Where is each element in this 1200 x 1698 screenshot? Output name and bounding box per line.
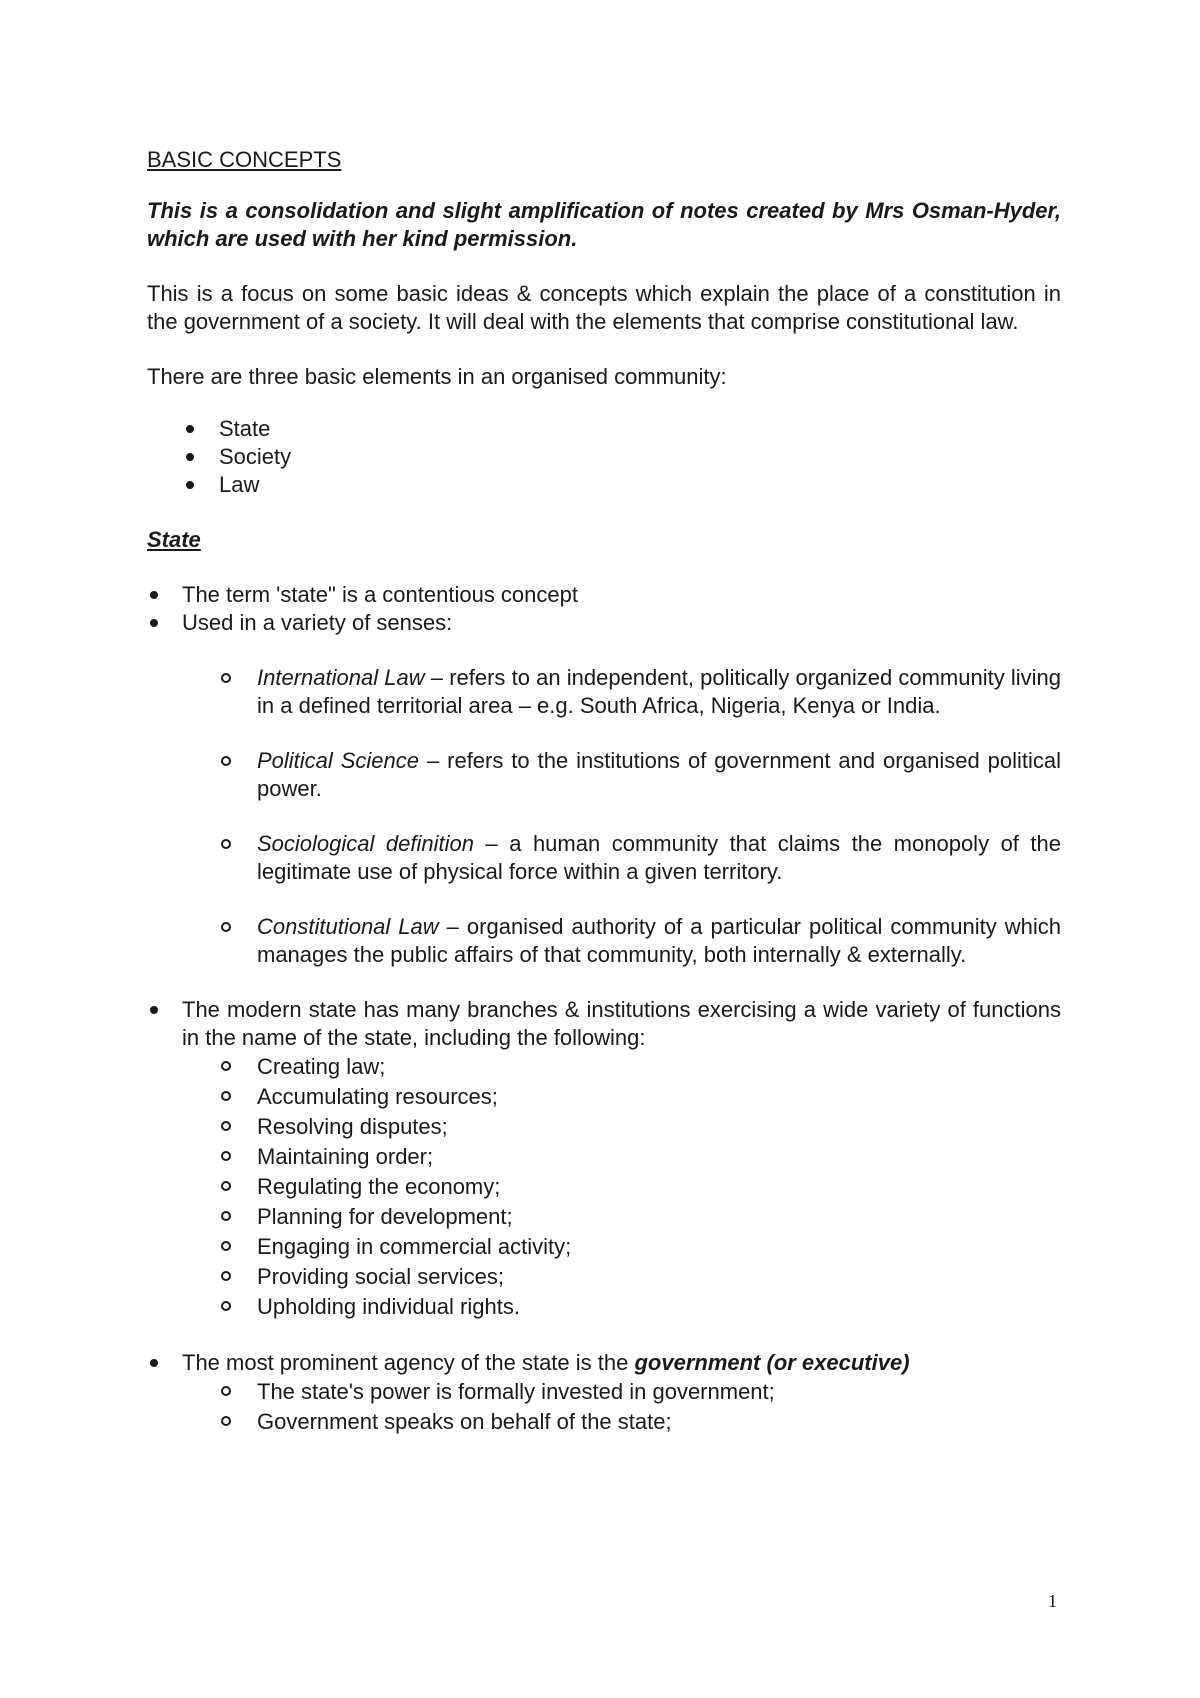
- sub-list-item: The state's power is formally invested in government;: [147, 1377, 1061, 1407]
- senses-list: [182, 664, 1061, 969]
- bullet-item: [147, 996, 1061, 1322]
- bullet-item: [147, 609, 1061, 969]
- bullet-emphasis: government (or executive): [634, 1350, 910, 1375]
- sense-text: – refers to an independent, politically organized community living in a defined territorial area – e.g. South Africa, Nigeria, Kenya or India.: [257, 665, 1062, 718]
- page-number: 1: [1048, 1591, 1057, 1611]
- sub-list-item: [147, 830, 1061, 886]
- state-bullets: [147, 581, 1061, 1437]
- bullet-text: The most prominent agency of the state is the: [182, 1350, 635, 1375]
- page-content: [147, 146, 1061, 1437]
- sub-list-item: Maintaining order;: [147, 1142, 1061, 1172]
- bullet-text: The modern state has many branches & institutions exercising a wide variety of functions in the name of the state, including the following:: [182, 997, 1061, 1050]
- bullet-text: Used in a variety of senses:: [182, 610, 453, 635]
- government-list: [182, 1377, 1061, 1437]
- body-paragraph-2: There are three basic elements in an organised community:: [147, 364, 727, 389]
- sub-list-item: [147, 913, 1061, 969]
- sense-term: Constitutional Law: [257, 914, 439, 939]
- section-heading-state: State: [147, 527, 201, 552]
- document-title: BASIC CONCEPTS: [147, 147, 342, 172]
- sense-text: – a human community that claims the monopoly of the legitimate use of physical force within a given territory.: [257, 831, 1062, 884]
- intro-paragraph: This is a consolidation and slight amplification of notes created by Mrs Osman-Hyder, which are used with her kind permission.: [147, 198, 1061, 251]
- sub-list-item: [147, 747, 1061, 803]
- list-item: State: [147, 415, 1061, 443]
- sub-list-item: [147, 664, 1061, 720]
- sub-list-item: Regulating the economy;: [147, 1172, 1061, 1202]
- functions-list: [182, 1052, 1061, 1322]
- elements-list: [147, 415, 1061, 499]
- sense-term: Political Science: [257, 748, 420, 773]
- list-item: Society: [147, 443, 1061, 471]
- body-paragraph-1: This is a focus on some basic ideas & concepts which explain the place of a constitution in the government of a society. It will deal with the elements that comprise constitutional law.: [147, 281, 1061, 334]
- sub-list-item: Government speaks on behalf of the state;: [147, 1407, 1061, 1437]
- sub-list-item: Creating law;: [147, 1052, 1061, 1082]
- sense-text: – refers to the institutions of government and organised political power.: [257, 748, 1061, 801]
- sub-list-item: Resolving disputes;: [147, 1112, 1061, 1142]
- sub-list-item: Engaging in commercial activity;: [147, 1232, 1061, 1262]
- sense-term: International Law: [257, 665, 425, 690]
- sub-list-item: Upholding individual rights.: [147, 1292, 1061, 1322]
- bullet-item: [147, 1349, 1061, 1437]
- sub-list-item: Planning for development;: [147, 1202, 1061, 1232]
- sense-text: – organised authority of a particular political community which manages the public affairs of that community, both internally & externally.: [257, 914, 1061, 967]
- sense-term: Sociological definition: [257, 831, 474, 856]
- sub-list-item: Providing social services;: [147, 1262, 1061, 1292]
- list-item: Law: [147, 471, 1061, 499]
- sub-list-item: Accumulating resources;: [147, 1082, 1061, 1112]
- bullet-item: The term 'state" is a contentious concept: [147, 581, 1061, 609]
